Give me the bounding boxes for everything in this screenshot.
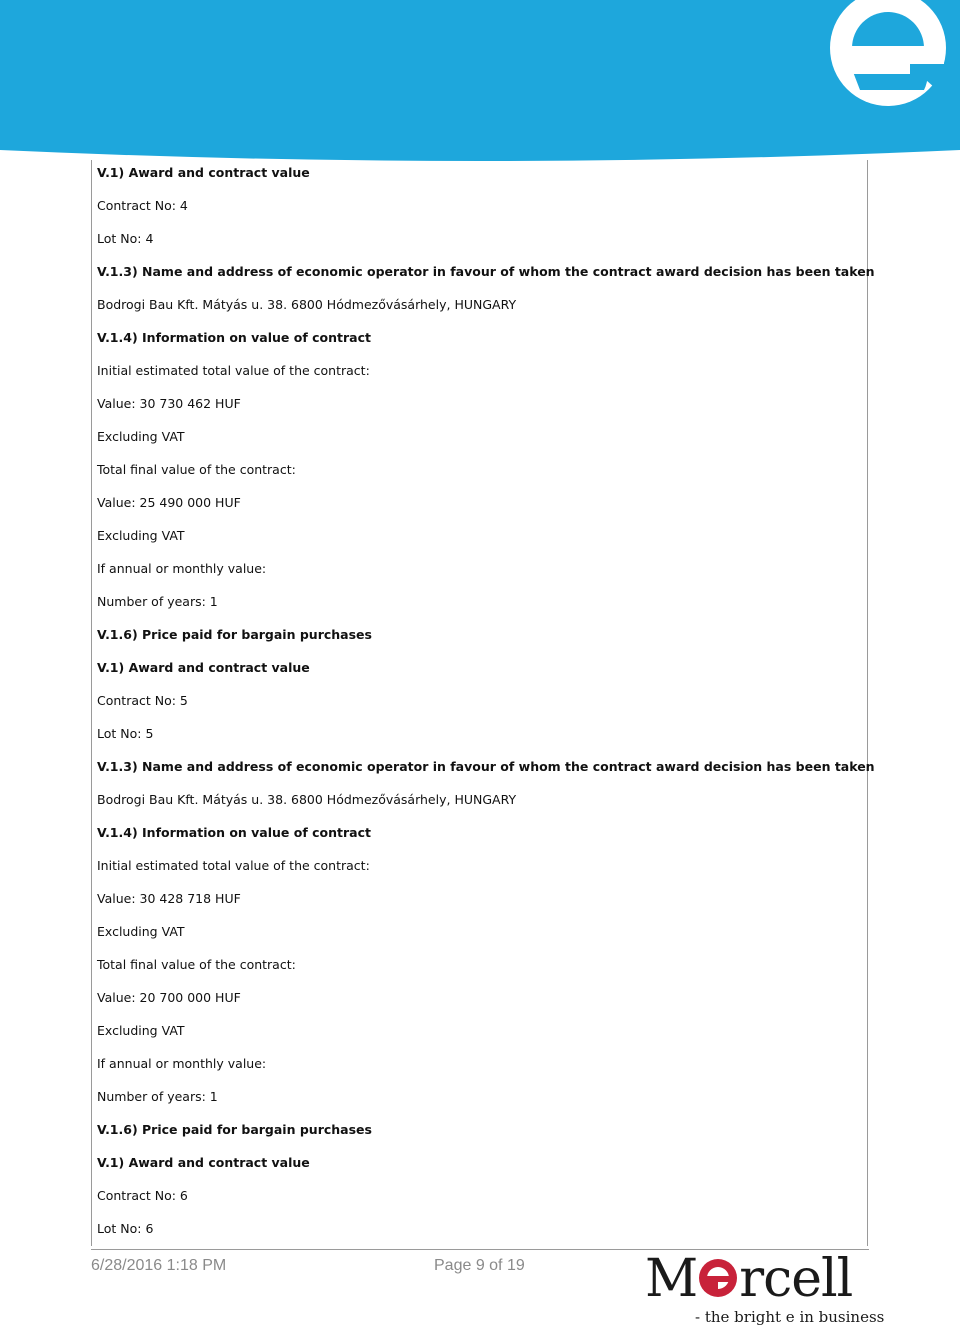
logo-wordmark: M rcell (645, 1249, 853, 1309)
section-heading: V.1.3) Name and address of economic operator in favour of whom the contract award decision has been taken (97, 264, 875, 279)
logo-e-icon (698, 1258, 738, 1298)
text-line: Value: 25 490 000 HUF (97, 495, 241, 510)
text-line: If annual or monthly value: (97, 1056, 267, 1071)
text-line: Total final value of the contract: (97, 957, 296, 972)
logo-tagline: - the bright e in business (695, 1308, 885, 1326)
text-line: Bodrogi Bau Kft. Mátyás u. 38. 6800 Hódmezővásárhely, HUNGARY (97, 297, 517, 312)
text-line: Lot No: 5 (97, 726, 154, 741)
section-heading: V.1) Award and contract value (97, 1155, 310, 1170)
section-heading: V.1.6) Price paid for bargain purchases (97, 627, 372, 642)
text-line: Initial estimated total value of the contract: (97, 363, 370, 378)
marcell-logo (645, 1249, 885, 1329)
text-line: Lot No: 6 (97, 1221, 154, 1236)
section-heading: V.1.4) Information on value of contract (97, 825, 371, 840)
text-line: Initial estimated total value of the contract: (97, 858, 370, 873)
text-line: Contract No: 5 (97, 693, 188, 708)
text-line: Value: 30 428 718 HUF (97, 891, 241, 906)
text-line: Lot No: 4 (97, 231, 154, 246)
text-line: Excluding VAT (97, 1023, 185, 1038)
text-line: Number of years: 1 (97, 1089, 218, 1104)
text-line: Total final value of the contract: (97, 462, 296, 477)
text-line: Contract No: 6 (97, 1188, 188, 1203)
section-heading: V.1.6) Price paid for bargain purchases (97, 1122, 372, 1137)
text-line: Number of years: 1 (97, 594, 218, 609)
text-line: Excluding VAT (97, 528, 185, 543)
section-heading: V.1.3) Name and address of economic operator in favour of whom the contract award decision has been taken (97, 759, 875, 774)
section-heading: V.1) Award and contract value (97, 660, 310, 675)
footer-page-number: Page 9 of 19 (434, 1257, 525, 1274)
footer-date: 6/28/2016 1:18 PM (91, 1257, 227, 1274)
text-line: Excluding VAT (97, 924, 185, 939)
text-line: Contract No: 4 (97, 198, 188, 213)
text-line: Value: 20 700 000 HUF (97, 990, 241, 1005)
header-banner (0, 0, 960, 168)
text-line: Value: 30 730 462 HUF (97, 396, 241, 411)
document-body (91, 160, 875, 1246)
section-heading: V.1.4) Information on value of contract (97, 330, 371, 345)
document-lines (97, 165, 875, 1254)
text-line: Excluding VAT (97, 429, 185, 444)
text-line: Bodrogi Bau Kft. Mátyás u. 38. 6800 Hódmezővásárhely, HUNGARY (97, 792, 517, 807)
section-heading: V.1) Award and contract value (97, 165, 310, 180)
text-line: If annual or monthly value: (97, 561, 267, 576)
